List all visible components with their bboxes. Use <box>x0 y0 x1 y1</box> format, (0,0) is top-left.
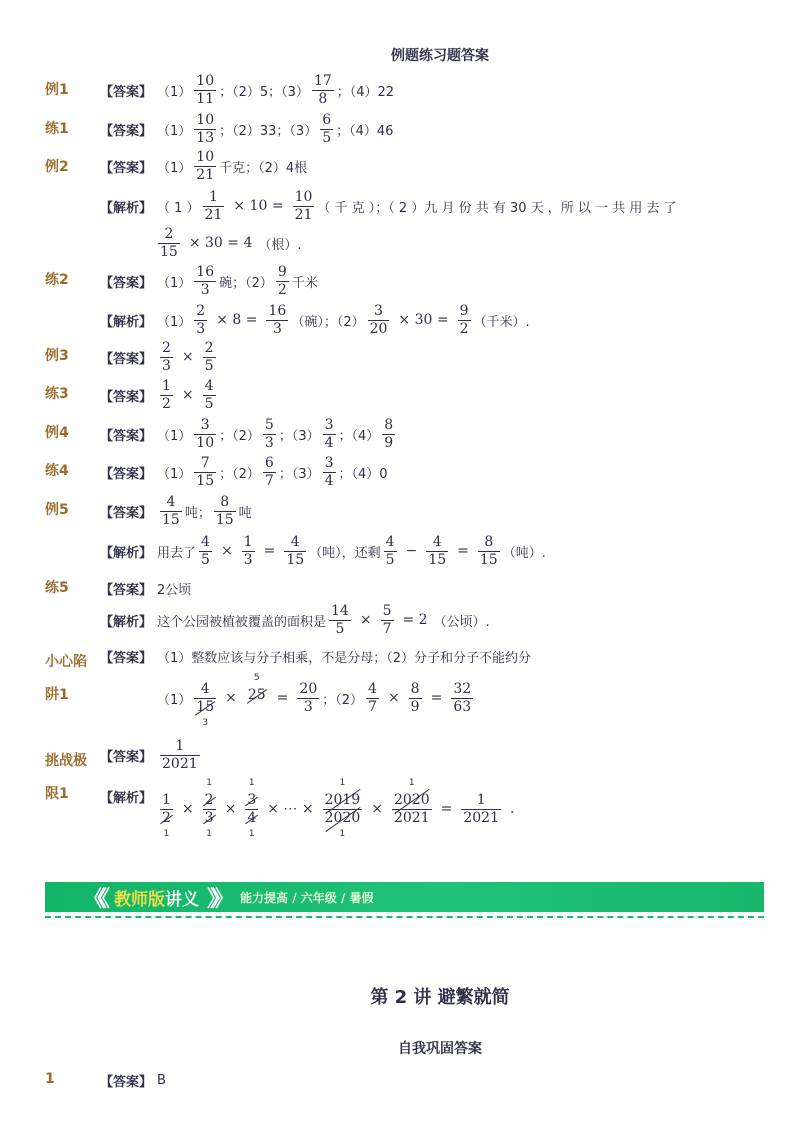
fraction: 1 2 <box>162 377 171 412</box>
answer-tag: 【答案】 <box>100 389 153 405</box>
fraction: 1 21 <box>204 188 223 223</box>
label-practice-4: 练4 <box>45 463 69 479</box>
label-practice-5: 练5 <box>45 580 69 596</box>
analysis-tag: 【解析】 <box>100 200 153 216</box>
fraction: 3 10 <box>196 416 215 451</box>
label-challenge-1: 挑战极 限1 <box>45 753 87 802</box>
banner-title: 教师版讲义 <box>114 889 200 910</box>
fraction: 4 5 <box>201 533 210 568</box>
fraction: 4 15 <box>286 533 305 568</box>
answer-tag: 【答案】 <box>100 582 153 598</box>
answer-tag: 【答案】 <box>100 123 153 139</box>
fraction: 1 2021 <box>162 737 198 772</box>
fraction: 4 5 <box>204 377 214 412</box>
answer-row-practice-4: 【答案】 （1） 7 15 ；（2） 6 7 ；（3） 3 4 ；（4）0 <box>100 454 388 489</box>
answer-tag: 【答案】 <box>100 160 153 176</box>
fraction: 2019 1 2020 1 <box>324 778 361 839</box>
fraction: 8 9 <box>410 680 420 715</box>
analysis-tag: 【解析】 <box>100 314 153 330</box>
answer-row-trap-1-calc: （1） 4 15 3 × 25 5 = 20 3 ；（2） 4 7 × 8 9 = 32 63 <box>157 672 472 728</box>
answer-tag: 【答案】 <box>100 84 153 100</box>
fraction: 20 3 <box>299 680 318 715</box>
analysis-content: （ 1 ） 1 21 × 10 = 10 21 （ 千 克 ）；（ 2 ）九 月 份 共 有 30 天 ，所 以 一 共 用 去 了 <box>157 188 677 223</box>
fraction: 4 15 <box>162 493 180 528</box>
fraction: 10 21 <box>196 148 215 183</box>
fraction: 6 7 <box>264 454 274 489</box>
fraction: 16 3 <box>196 263 215 298</box>
answer-tag: 【答案】 <box>100 466 153 482</box>
fraction: 8 15 <box>479 533 498 568</box>
page-title: 例题练习题答案 <box>391 48 489 64</box>
fraction: 10 13 <box>196 111 215 146</box>
label-practice-1: 练1 <box>45 121 69 137</box>
fraction: 5 3 <box>264 416 274 451</box>
answer-content: B <box>157 1072 166 1088</box>
dashed-divider <box>45 916 764 918</box>
analysis-tag: 【解析】 <box>100 545 153 561</box>
label-example-4: 例4 <box>45 425 69 441</box>
fraction: 3 20 <box>369 302 388 337</box>
answer-row-practice-2 <box>100 261 318 301</box>
fraction: 1 2021 <box>463 792 499 826</box>
fraction: 2 3 <box>162 339 171 374</box>
answer-row-example-5: 【答案】 4 15 吨； 8 15 吨 <box>100 493 252 528</box>
answer-row-example-2 <box>100 146 307 186</box>
answer-row-practice-1 <box>100 109 393 149</box>
fraction: 2020 1 2021 <box>393 778 430 826</box>
fraction: 9 2 <box>459 302 469 337</box>
answer-row-example-1 <box>100 70 394 110</box>
analysis-tag: 【解析】 <box>100 614 153 630</box>
label-practice-3: 练3 <box>45 386 69 402</box>
answer-content: （1） 10 13 ；（2）33；（3） 6 5 ；（4）46 <box>157 111 394 146</box>
question-number: 1 <box>45 1071 55 1087</box>
fraction: 9 2 <box>277 263 287 298</box>
telescoping-product: 1 2 1 × 2 1 3 1 × 3 1 4 1 × ⋯ × 2019 1 2020 1 × 2020 1 2021 = 1 2021 . <box>162 778 515 839</box>
fraction: 3 1 4 1 <box>247 778 257 839</box>
label-example-3: 例3 <box>45 348 69 364</box>
fraction: 2 1 3 1 <box>204 778 214 839</box>
fraction: 8 15 <box>215 493 234 528</box>
fraction: 2 5 <box>204 339 214 374</box>
answer-tag: 【答案】 <box>100 1074 153 1090</box>
answer-tag: 【答案】 <box>100 275 153 291</box>
section-title: 自我巩固答案 <box>398 1041 482 1057</box>
lesson-title: 第 2 讲 避繁就简 <box>370 987 510 1008</box>
answer-content: 2公顷 <box>157 582 192 598</box>
fraction: 4 15 <box>428 533 447 568</box>
answer-row-example-4: 【答案】 （1） 3 10 ；（2） 5 3 ；（3） 3 4 ；（4） 8 9 <box>100 416 394 451</box>
cancelled-denominator: 15 3 <box>196 698 215 728</box>
analysis-row-challenge-1 <box>100 778 520 845</box>
answer-content: （1） 16 3 碗；（2） 9 2 千米 <box>157 263 318 298</box>
banner-subtitle: 能力提高 / 六年级 / 暑假 <box>240 890 374 905</box>
label-trap-1: 小心陷 阱1 <box>45 654 87 703</box>
fraction: 4 5 <box>385 533 395 568</box>
answer-row-practice-3: 【答案】 1 2 × 4 5 <box>100 377 214 412</box>
analysis-row-practice-5: 【解析】 这个公园被植被覆盖的面积是 14 5 × 5 7 = 2 （公顷）. <box>100 602 490 637</box>
answer-tag: 【答案】 <box>100 749 153 765</box>
fraction: 8 9 <box>384 416 394 451</box>
analysis-row-practice-2 <box>100 300 530 340</box>
fraction: 10 21 <box>294 188 313 223</box>
cancelled-number: 25 5 <box>247 672 266 703</box>
label-example-1: 例1 <box>45 82 69 98</box>
answer-tag: 【答案】 <box>100 650 153 666</box>
fraction: 6 5 <box>322 111 332 146</box>
fraction: 32 63 <box>453 680 472 715</box>
answer-row-challenge-1 <box>100 735 203 775</box>
chevron-right-icon: 》》 <box>207 886 229 912</box>
fraction: 7 15 <box>196 454 215 489</box>
fraction: 3 4 <box>324 416 334 451</box>
answer-content: （1） 10 11 ；（2）5；（3） 17 8 ；（4）22 <box>157 72 395 107</box>
fraction: 1 3 <box>243 533 253 568</box>
fraction: 3 4 <box>324 454 334 489</box>
answer-row-question-1 <box>100 1060 166 1100</box>
fraction: 1 2 1 <box>162 792 171 839</box>
chevron-left-icon: 《《 <box>83 886 105 912</box>
analysis-tag: 【解析】 <box>100 791 153 806</box>
label-practice-2: 练2 <box>45 272 69 288</box>
fraction: 5 7 <box>382 602 392 637</box>
answer-content: （1） 10 21 千克；（2）4根 <box>157 148 308 183</box>
analysis-row-example-5: 【解析】 用去了 4 5 × 1 3 = 4 15 （吨），还剩 4 5 − 4 15 = 8 15 （吨）. <box>100 533 546 568</box>
answer-content: （1）整数应该与分子相乘，不是分母；（2）分子和分子不能约分 <box>157 650 532 666</box>
analysis-row-example-2-cont: 2 15 × 30 = 4 （根）. <box>160 225 302 260</box>
answer-tag: 【答案】 <box>100 428 153 444</box>
fraction: 4 15 3 <box>196 680 215 728</box>
answer-tag: 【答案】 <box>100 505 153 521</box>
fraction: 10 11 <box>196 72 215 107</box>
label-example-5: 例5 <box>45 502 69 518</box>
teacher-edition-banner <box>45 882 764 912</box>
analysis-content: （1） 2 3 × 8 = 16 3 （碗）；（2） 3 20 × 30 = 9 2 （千米）. <box>157 302 530 337</box>
fraction: 17 8 <box>313 72 332 107</box>
analysis-row-example-2 <box>100 186 677 226</box>
fraction: 2 3 <box>196 302 206 337</box>
fraction: 16 3 <box>268 302 287 337</box>
fraction: 4 7 <box>368 680 377 715</box>
answer-tag: 【答案】 <box>100 351 153 367</box>
fraction: 2 15 <box>160 225 178 260</box>
answer-row-trap-1 <box>100 636 531 676</box>
answer-row-example-3: 【答案】 2 3 × 2 5 <box>100 339 214 374</box>
fraction: 14 5 <box>331 602 349 637</box>
label-example-2: 例2 <box>45 159 69 175</box>
